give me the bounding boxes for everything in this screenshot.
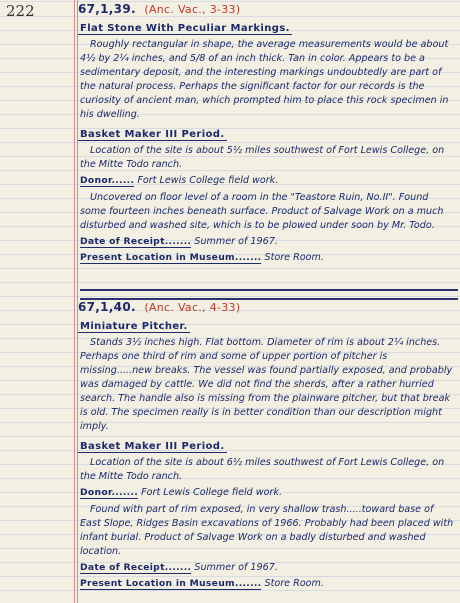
donor-value: Fort Lewis College field work. [141,487,283,498]
donor-line [80,486,454,500]
period-heading: Basket Maker III Period. [80,441,225,452]
receipt-line [80,235,454,249]
specimen-title: Flat Stone With Peculiar Markings. [80,23,290,34]
donor-value: Fort Lewis College field work. [137,175,279,186]
museum-location-label: Present Location in Museum....... [80,578,262,589]
entry-divider [80,289,458,300]
receipt-value: Summer of 1967. [194,562,278,573]
receipt-label: Date of Receipt....... [80,236,192,247]
specimen-description: Stands 3½ inches high. Flat bottom. Diameter of rim is about 2¼ inches. Perhaps one third of rim and some of upper portion of pitcher is missing.....new breaks. The vessel was found partially exposed, and probably was damaged by cattle. We did not find the sherds, after a rather hurried search. The handle also is missing from the plainware pitcher, but that break is old. The specimen really is in better condition than our description might imply. [80,337,453,432]
catalog-entry [78,300,454,600]
page-number: 222 [6,2,35,20]
museum-location-value: Store Room. [264,252,324,263]
donor-label: Donor....... [80,487,139,498]
findspot-notes: Found with part of rim exposed, in very shallow trash.....toward base of East Slope, Ridges Basin excavations of 1966. Probably had been placed with infant burial. Product of Salvage Work on a badly disturbed and washed location. [80,504,454,557]
receipt-line [80,561,454,575]
catalog-number: 67,1,39. [78,2,136,16]
receipt-label: Date of Receipt....... [80,562,192,573]
findspot-notes: Uncovered on floor level of a room in the "Teastore Ruin, No.II". Found some fourteen inches beneath surface. Product of Salvage Work on a much disturbed and washed site, which is to be plowed under soon by Mr. Todo. [80,192,444,231]
receipt-value: Summer of 1967. [194,236,278,247]
catalog-number: 67,1,40. [78,300,136,314]
museum-location-value: Store Room. [264,578,324,589]
catalog-note: (Anc. Vac., 4-33) [144,301,241,314]
catalog-entry [78,2,454,285]
catalog-note: (Anc. Vac., 3-33) [144,3,241,16]
museum-location-line [80,251,454,265]
museum-location-line [80,577,454,591]
catalog-number-line [78,300,454,314]
museum-location-label: Present Location in Museum....... [80,252,262,263]
catalog-number-line [78,2,454,16]
site-location: Location of the site is about 5½ miles southwest of Fort Lewis College, on the Mitte Todo ranch. [80,145,445,170]
specimen-title: Miniature Pitcher. [80,321,188,332]
specimen-description: Roughly rectangular in shape, the average measurements would be about 4½ by 2¼ inches, and 5/8 of an inch thick. Tan in color. Appears to be a sedimentary deposit, and the interesting markings undoubtedly are part of the natural process. Perhaps the significant factor for our records is the curiosity of ancient man, which prompted him to place this rock specimen in his dwelling. [80,39,449,120]
donor-label: Donor...... [80,175,135,186]
period-heading: Basket Maker III Period. [80,129,225,140]
margin-line [74,0,75,603]
donor-line [80,174,454,188]
site-location: Location of the site is about 6½ miles southwest of Fort Lewis College, on the Mitte Todo ranch. [80,457,445,482]
